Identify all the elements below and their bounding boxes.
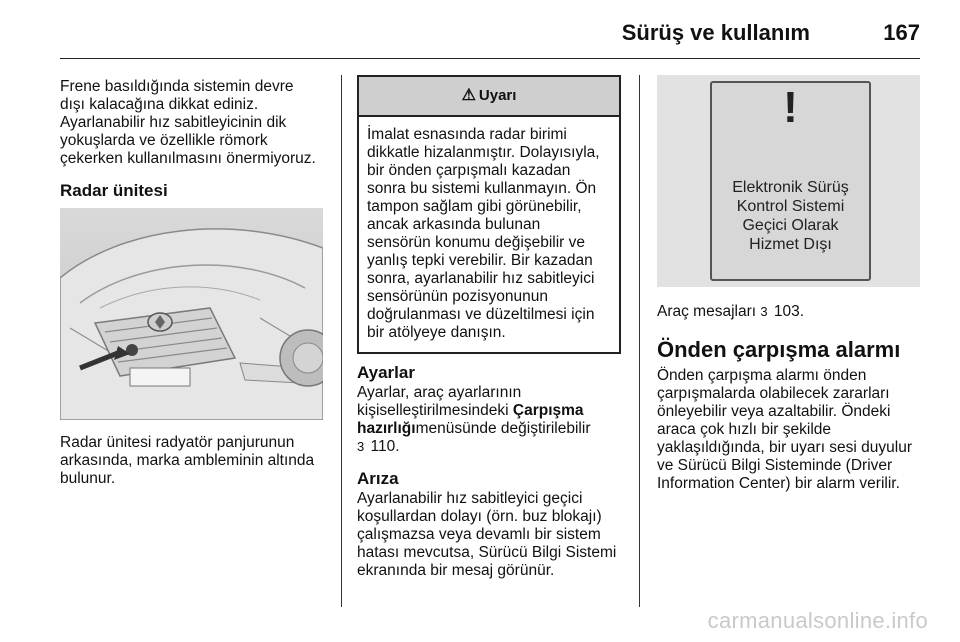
settings-line-2 — [357, 402, 627, 420]
settings-menu-name-1: Çarpışma — [512, 402, 584, 419]
vehicle-messages-reference — [657, 303, 922, 321]
page-header-title: Sürüş ve kullanım — [621, 20, 810, 45]
message-display-panel — [710, 81, 871, 281]
warning-text: İmalat esnasında radar birimi dikkatle hizalanmıştır. Dolayısıyla, bir önden çarpışmalı kazadan sonra bu sistemi kullanmayın. Ön tampon sağlam gibi görünebilir, ancak arkasında bulunan sensörün konumu değişebilir ve yanlış tepki verebilir. Bir kazadan sonra, ayarlanabilir hız sabitleyici sensörünün pozisyonunun doğrulanması ve düzeltilmesi için bir atölyeye danışın. — [367, 126, 600, 341]
car-front-drawing — [60, 208, 323, 420]
column-divider-1 — [341, 75, 342, 607]
warning-header — [359, 77, 619, 117]
message-display-text: Elektronik Sürüş Kontrol Sistemi Geçici Olarak Hizmet Dışı — [732, 179, 849, 253]
vehicle-messages-page: 103. — [773, 303, 805, 320]
header-divider — [60, 58, 920, 59]
warning-box — [357, 75, 621, 354]
exclamation-icon: ! — [783, 83, 798, 132]
forward-collision-alert-paragraph: Önden çarpışma alarmı önden çarpışmalarda olabilecek zararları önleyebilir veya azaltabilir. Öndeki araca çok hızlı bir şekilde yaklaşıldığında, bir uyarı sesi duyulur ve Sürücü Bilgi Sisteminde (Driver Information Center) bir alarm verilir. — [657, 367, 913, 492]
settings-reference — [357, 438, 627, 456]
settings-menu-name-2: hazırlığı — [357, 420, 416, 437]
settings-line-1: Ayarlar, araç ayarlarının — [357, 384, 522, 401]
intro-paragraph: Frene basıldığında sistemin devre dışı kalacağına dikkat ediniz. Ayarlanabilir hız sabitleyicinin dik yokuşlarda ve özellikle römork çekerken kullanılmasını önermiyoruz. — [60, 78, 316, 167]
watermark: carmanualsonline.info — [707, 608, 928, 633]
warning-title: Uyarı — [478, 87, 517, 104]
settings-line-3 — [357, 420, 627, 438]
column-3 — [657, 78, 922, 493]
warning-triangle-icon: ⚠ — [461, 87, 476, 104]
radar-unit-car-illustration — [60, 208, 323, 420]
column-1 — [60, 78, 330, 488]
radar-unit-heading: Radar ünitesi — [60, 181, 168, 200]
settings-reference-page: 110. — [370, 438, 400, 455]
page-number: 167 — [883, 20, 920, 45]
column-divider-2 — [639, 75, 640, 607]
driver-info-message-illustration — [657, 75, 920, 287]
fault-heading: Arıza — [357, 469, 399, 488]
settings-line-2-prefix: kişiselleştirilmesindeki — [357, 402, 513, 419]
page-reference-icon: 3 — [760, 304, 768, 319]
vehicle-messages-text: Araç mesajları — [657, 303, 761, 320]
page-reference-icon: 3 — [357, 439, 365, 454]
radar-unit-description: Radar ünitesi radyatör panjurunun arkasında, marka ambleminin altında bulunur. — [60, 434, 315, 487]
settings-line-3-suffix: menüsünde değiştirilebilir — [415, 420, 591, 437]
column-2 — [357, 78, 627, 580]
forward-collision-alert-heading: Önden çarpışma alarmı — [657, 337, 901, 362]
settings-heading: Ayarlar — [357, 363, 415, 382]
fault-paragraph: Ayarlanabilir hız sabitleyici geçici koşullardan dolayı (örn. buz blokajı) çalışmazsa veya devamlı bir sistem hatası mevcutsa, Sürücü Bilgi Sistemi ekranında bir mesaj görünür. — [357, 490, 617, 579]
